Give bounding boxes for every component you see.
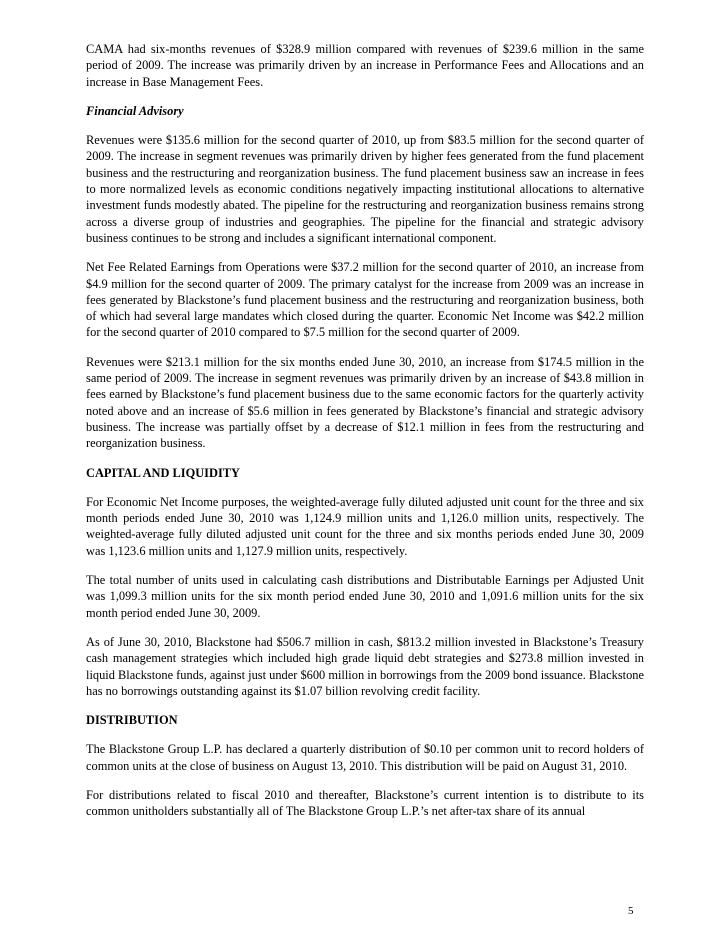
fa-net-fee-paragraph: Net Fee Related Earnings from Operations were $37.2 million for the second quarter of 2010, an increase from $4.9 million for the second quarter of 2009. The primary catalyst for the increase from 2009 was an increase in fees generated by Blackstone’s fund placement business and the restructuring and reorganization business, both of which had several large mandates which closed during the quarter. Economic Net Income was $42.2 million for the second quarter of 2010 compared to $7.5 million for the second quarter of 2009. bbox=[86, 260, 644, 340]
cama-six-months-paragraph: CAMA had six-months revenues of $328.9 million compared with revenues of $239.6 million in the same period of 2009. The increase was primarily driven by an increase in Performance Fees and Allocations and an increase in Base Management Fees. bbox=[86, 42, 644, 89]
dist-declared-paragraph: The Blackstone Group L.P. has declared a quarterly distribution of $0.10 per common unit to record holders of common units at the close of business on August 13, 2010. This distribution will be paid on August 31, 2010. bbox=[86, 742, 644, 773]
distribution-heading: DISTRIBUTION bbox=[86, 713, 178, 728]
capital-liquidity-heading: CAPITAL AND LIQUIDITY bbox=[86, 465, 240, 480]
dist-fiscal-paragraph: For distributions related to fiscal 2010 and thereafter, Blackstone’s current intention is to distribute to its common unitholders substantially all of The Blackstone Group L.P.’s net after-tax share of its annual bbox=[86, 787, 644, 819]
fa-revenues-paragraph: Revenues were $135.6 million for the second quarter of 2010, up from $83.5 million for the second quarter of 2009. The increase in segment revenues was primarily driven by higher fees generated from the fund placement business and the restructuring and reorganization business. The fund placement business saw an increase in fees to more normalized levels as economic conditions negatively impacting institutional allocations to alternative investment funds modestly abated. The pipeline for the restructuring and reorganization business remains strong across a diverse group of industries and geographies. The pipeline for the financial and strategic advisory business continues to be strong and includes a significant international component. bbox=[86, 133, 644, 245]
cl-units-paragraph: For Economic Net Income purposes, the weighted-average fully diluted adjusted unit count for the three and six month periods ended June 30, 2010 was 1,124.9 million units and 1,126.0 million units, respectively. The weighted-average fully diluted adjusted unit count for the three and six months periods ended June 30, 2009 was 1,123.6 million units and 1,127.9 million units, respectively. bbox=[86, 494, 644, 558]
cl-cash-paragraph: As of June 30, 2010, Blackstone had $506.7 million in cash, $813.2 million invested in Blackstone’s Treasury cash management strategies which included high grade liquid debt strategies and $273.8 million invested in liquid Blackstone funds, against just under $600 million in borrowings from the 2009 bond issuance. Blackstone has no borrowings outstanding against its $1.07 billion revolving credit facility. bbox=[86, 634, 644, 698]
page-content bbox=[86, 41, 644, 833]
page-number: 5 bbox=[628, 905, 634, 917]
financial-advisory-heading: Financial Advisory bbox=[86, 103, 184, 118]
cl-total-units-paragraph: The total number of units used in calculating cash distributions and Distributable Earnings per Adjusted Unit was 1,099.3 million units for the six month period ended June 30, 2010 and 1,091.6 million units for the six month period ended June 30, 2009. bbox=[86, 573, 644, 620]
fa-six-months-paragraph: Revenues were $213.1 million for the six months ended June 30, 2010, an increase from $174.5 million in the same period of 2009. The increase in segment revenues was primarily driven by an increase of $43.8 million in fees earned by Blackstone’s fund placement business due to the same economic factors for the quarterly activity noted above and an increase of $5.6 million in fees generated by Blackstone’s financial and strategic advisory business. The increase was partially offset by a decrease of $12.1 million in fees from the restructuring and reorganization business. bbox=[86, 354, 644, 451]
